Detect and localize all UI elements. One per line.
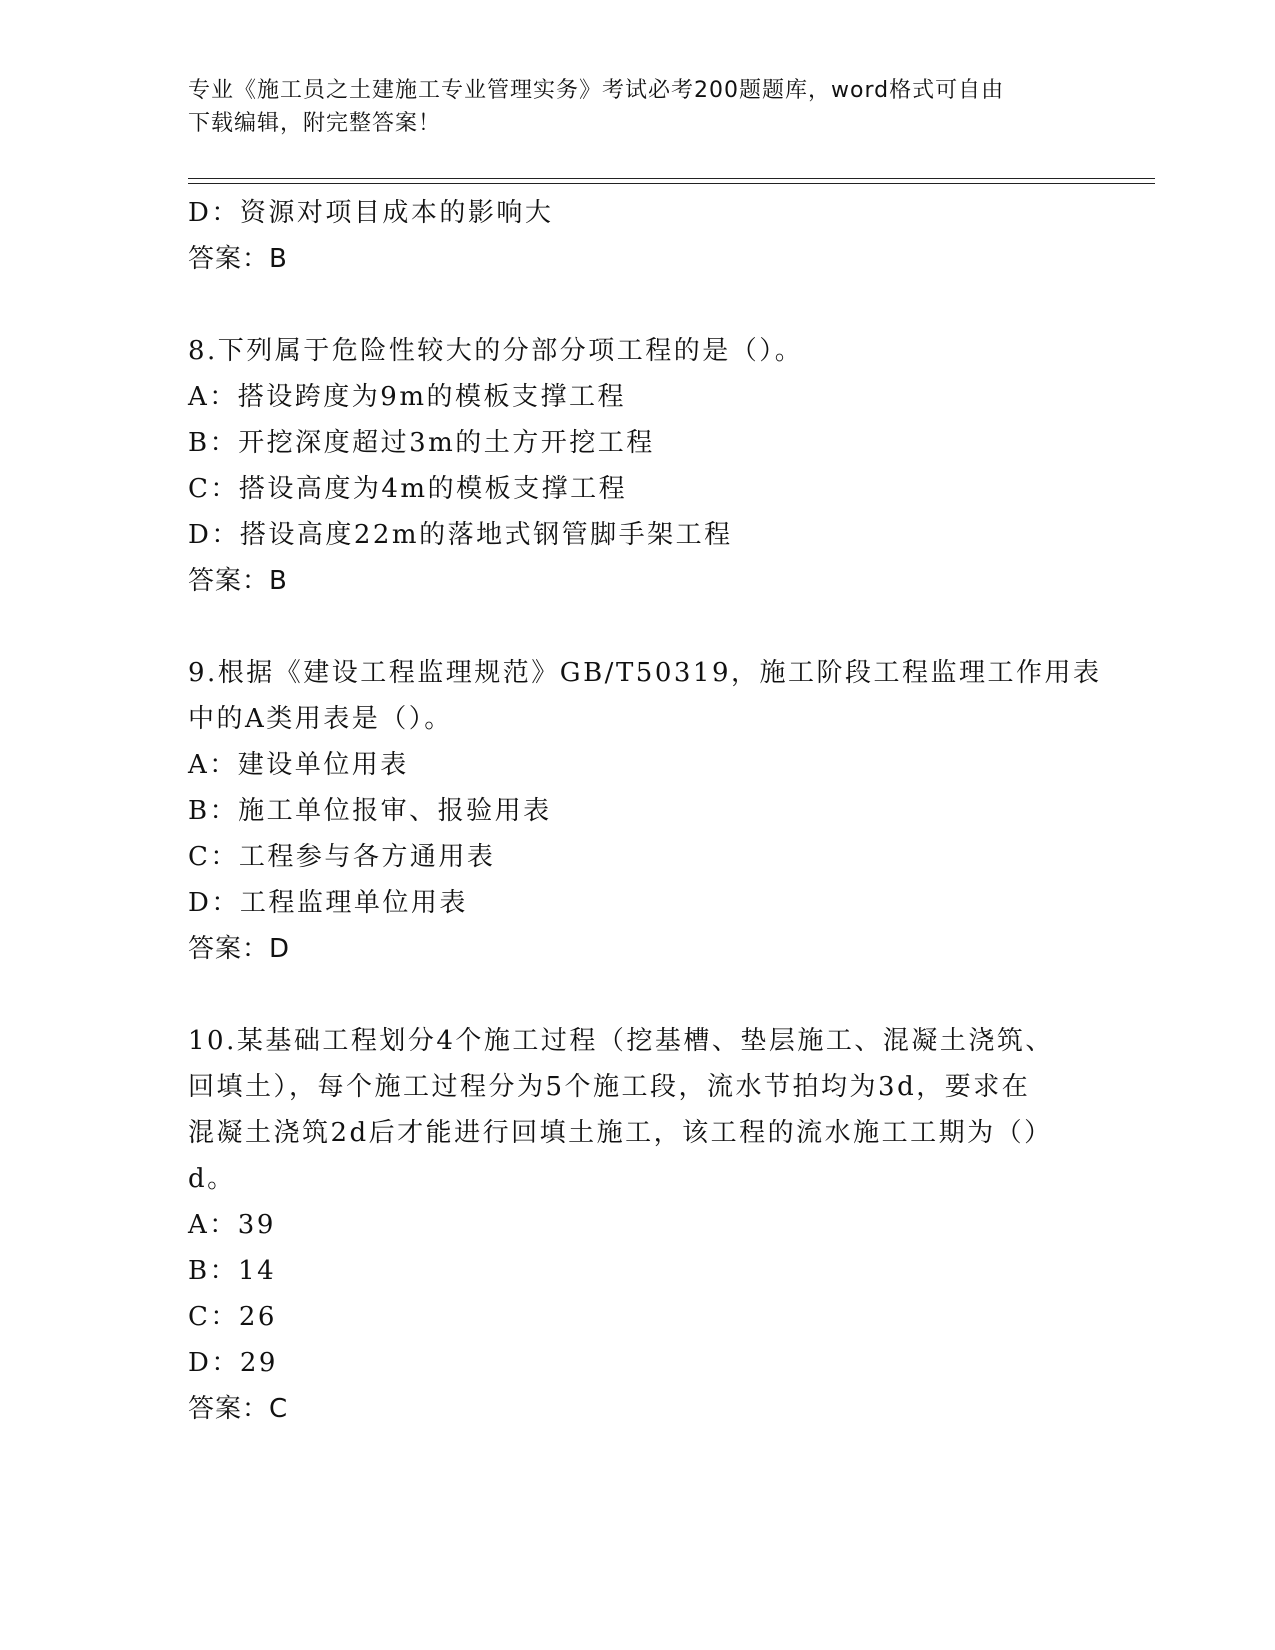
- answer-line: 答案：B: [188, 244, 288, 274]
- option-a: A：建设单位用表: [188, 750, 409, 780]
- option-d: D：资源对项目成本的影响大: [188, 198, 554, 228]
- question-stem-line-1: 10.某基础工程划分4个施工过程（挖基槽、垫层施工、混凝土浇筑、: [188, 1026, 1054, 1056]
- question-stem-line-4: d。: [188, 1164, 236, 1194]
- question-stem: 8.下列属于危险性较大的分部分项工程的是（）。: [188, 336, 804, 366]
- spacer: [188, 604, 1088, 650]
- option-a: A：搭设跨度为9m的模板支撑工程: [188, 382, 626, 412]
- question-stem-line-2: 中的A类用表是（）。: [188, 704, 453, 734]
- carryover-block: [188, 190, 1088, 282]
- option-c: C：26: [188, 1302, 277, 1332]
- option-c: C：工程参与各方通用表: [188, 842, 496, 872]
- option-a: A：39: [188, 1210, 276, 1240]
- option-d: D：工程监理单位用表: [188, 888, 468, 918]
- question-8: [188, 328, 1088, 604]
- option-c: C：搭设高度为4m的模板支撑工程: [188, 474, 628, 504]
- answer-line: 答案：C: [188, 1394, 289, 1424]
- option-b: B：施工单位报审、报验用表: [188, 796, 552, 826]
- option-d: D：29: [188, 1348, 278, 1378]
- question-10: [188, 1018, 1088, 1432]
- spacer: [188, 282, 1088, 328]
- header-line-2: 下载编辑，附完整答案！: [188, 111, 442, 136]
- document-header: [188, 74, 1068, 140]
- option-b: B：14: [188, 1256, 277, 1286]
- answer-line: 答案：B: [188, 566, 288, 596]
- question-stem-line-2: 回填土），每个施工过程分为5个施工段，流水节拍均为3d，要求在: [188, 1072, 1031, 1102]
- option-b: B：开挖深度超过3m的土方开挖工程: [188, 428, 655, 458]
- answer-line: 答案：D: [188, 934, 291, 964]
- spacer: [188, 972, 1088, 1018]
- question-9: [188, 650, 1102, 972]
- question-stem-line-3: 混凝土浇筑2d后才能进行回填土施工，该工程的流水施工工期为（）: [188, 1118, 1053, 1148]
- header-divider-top: [188, 178, 1155, 179]
- option-d: D：搭设高度22m的落地式钢管脚手架工程: [188, 520, 733, 550]
- header-divider-bottom: [188, 183, 1155, 184]
- question-list: [188, 190, 1102, 1432]
- header-line-1: 专业《施工员之土建施工专业管理实务》考试必考200题题库，word格式可自由: [188, 78, 1005, 103]
- question-stem-line-1: 9.根据《建设工程监理规范》GB/T50319，施工阶段工程监理工作用表: [188, 658, 1102, 688]
